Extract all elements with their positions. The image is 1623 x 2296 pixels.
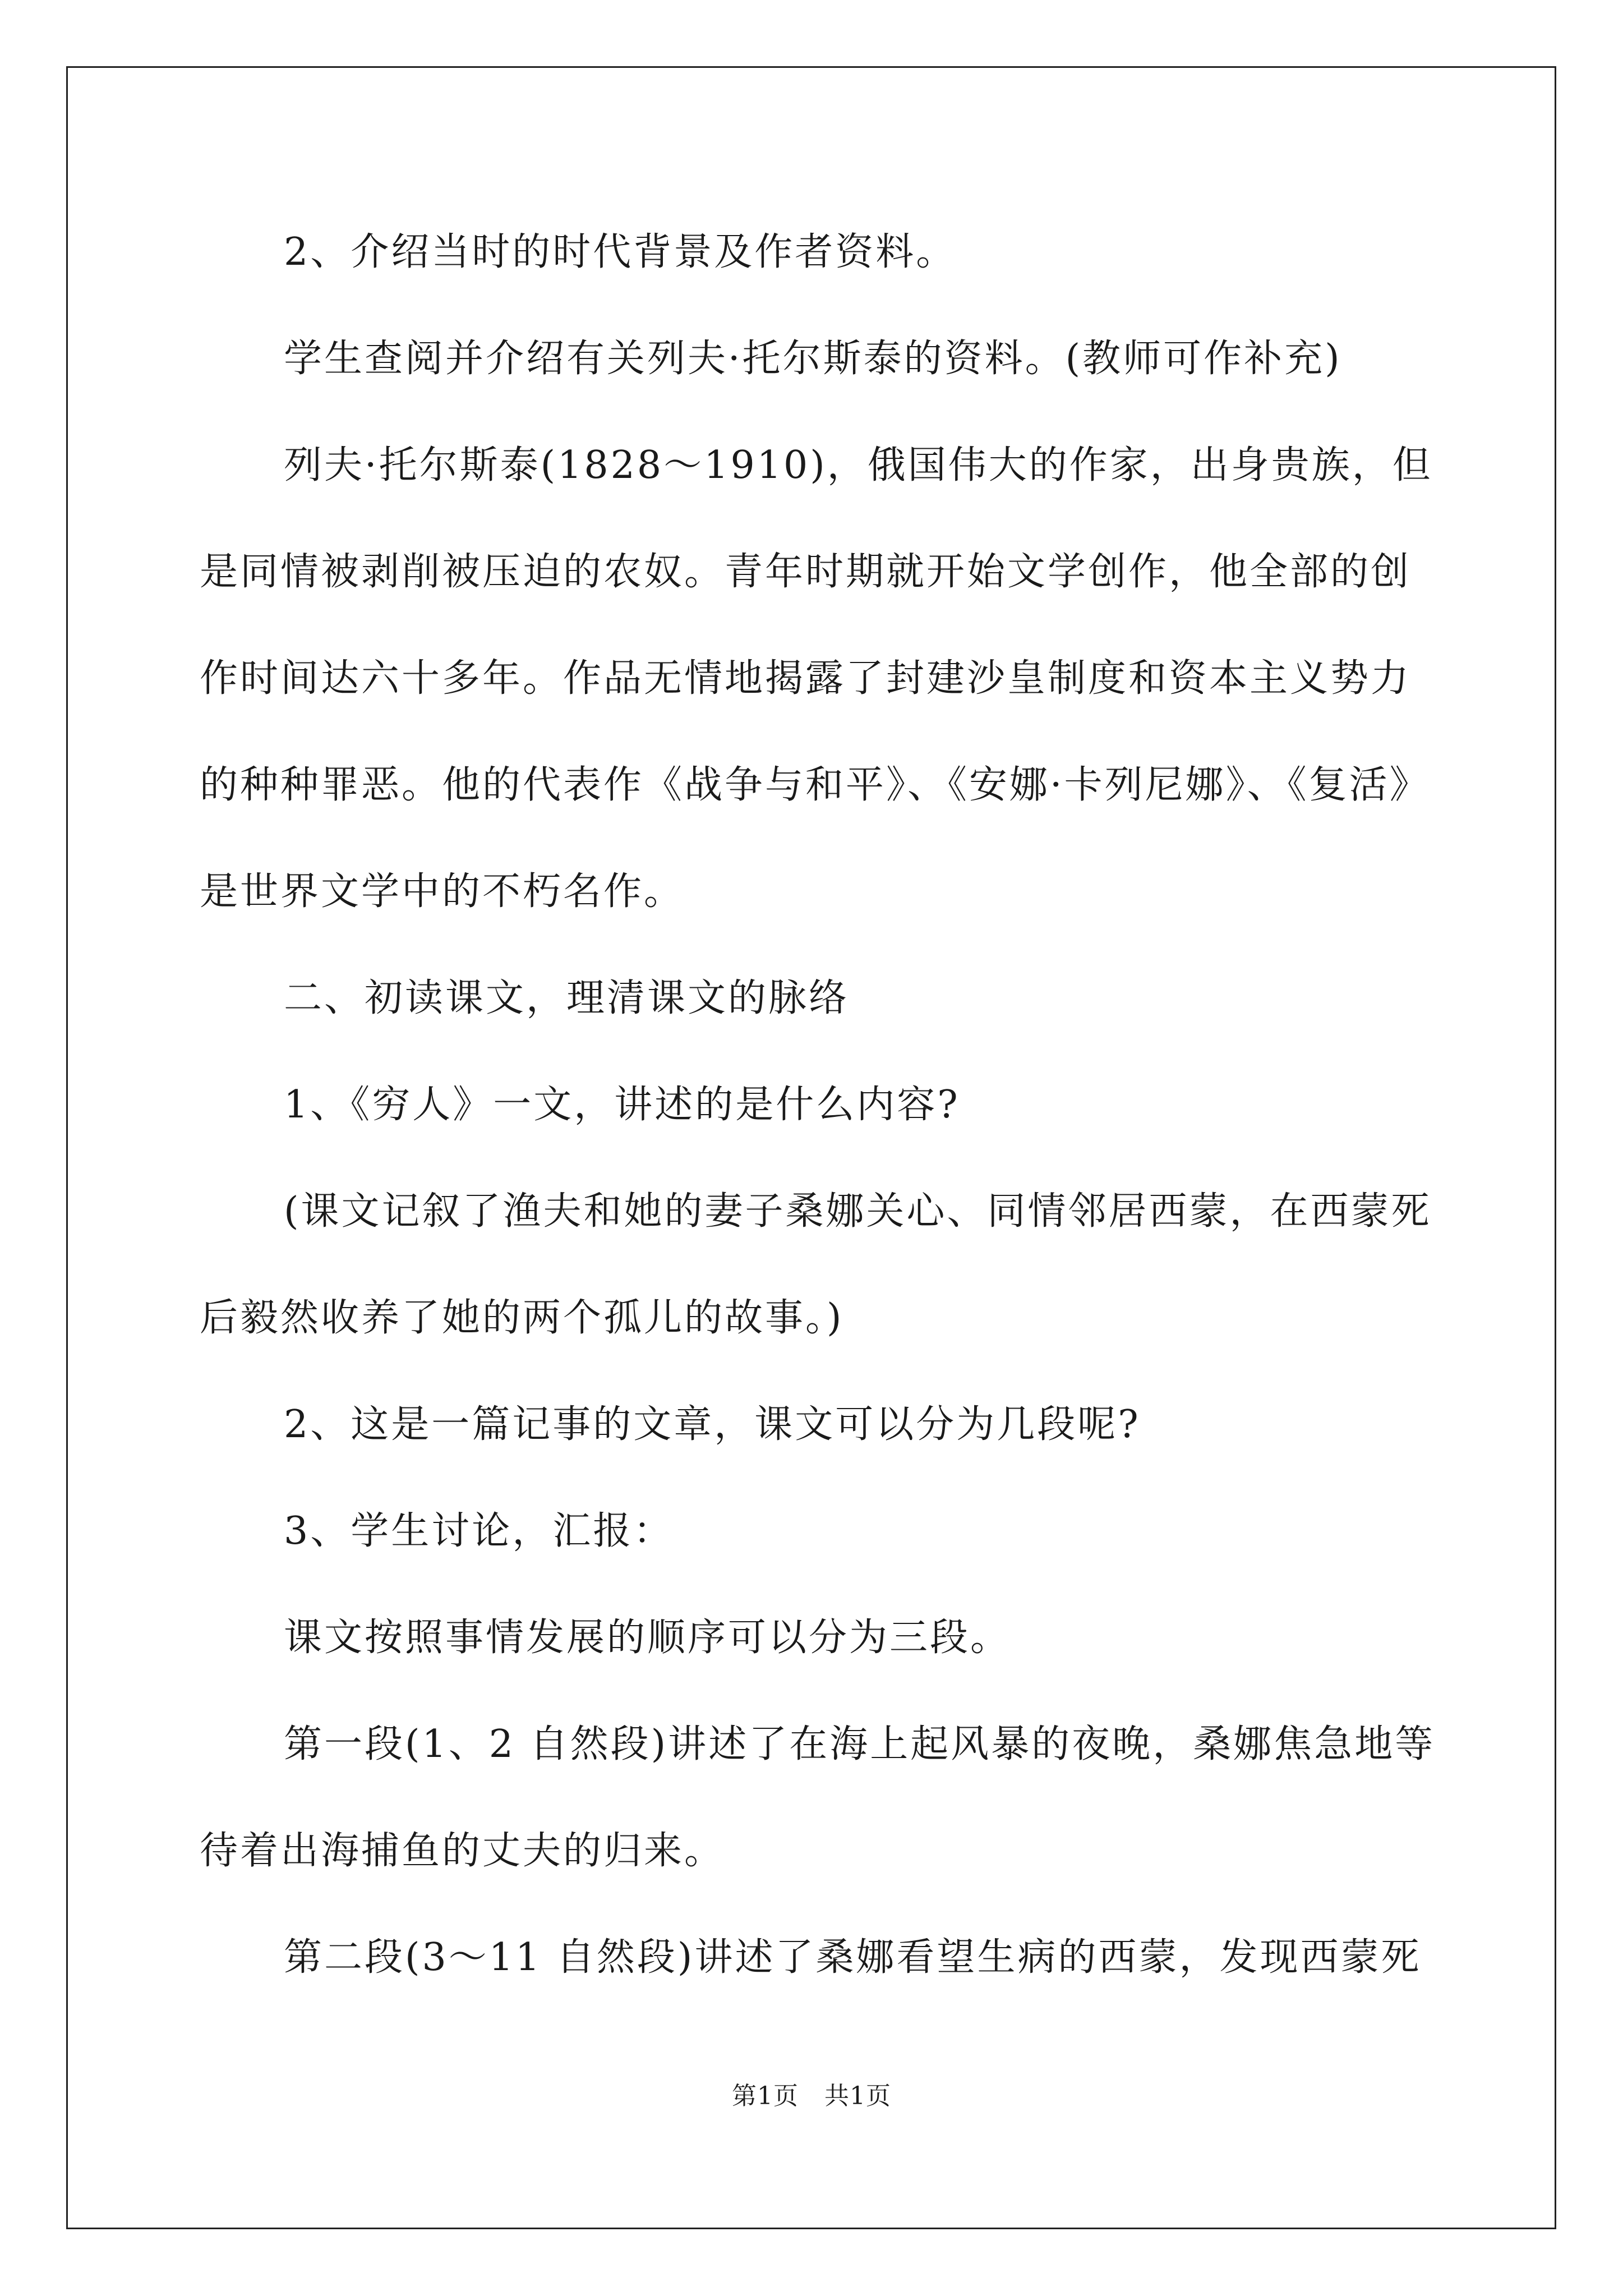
page-footer (0, 2076, 1623, 2111)
text-line: 1、《穷人》一文，讲述的是什么内容? (284, 1083, 960, 1127)
text-line: 二、初读课文，理清课文的脉络 (284, 976, 850, 1020)
text-line: 第二段(3～11 自然段)讲述了桑娜看望生病的西蒙，发现西蒙死 (284, 1935, 1422, 1980)
text-line: 是世界文学中的不朽名作。 (200, 869, 685, 914)
text-line: 2、介绍当时的时代背景及作者资料。 (284, 230, 957, 274)
page-number-total: 共1页 (824, 2082, 891, 2110)
page-border (66, 66, 1556, 2229)
text-line: 作时间达六十多年。作品无情地揭露了封建沙皇制度和资本主义势力 (200, 656, 1412, 701)
page-number-current: 第1页 (732, 2082, 799, 2110)
text-line: 后毅然收养了她的两个孤儿的故事。) (200, 1296, 844, 1340)
text-line: 学生查阅并介绍有关列夫·托尔斯泰的资料。(教师可作补充) (284, 337, 1342, 381)
text-line: 课文按照事情发展的顺序可以分为三段。 (284, 1616, 1011, 1660)
text-line: (课文记叙了渔夫和她的妻子桑娜关心、同情邻居西蒙，在西蒙死 (284, 1189, 1432, 1234)
text-line: 2、这是一篇记事的文章，课文可以分为几段呢? (284, 1402, 1141, 1447)
text-line: 列夫·托尔斯泰(1828～1910)，俄国伟大的作家，出身贵族，但 (284, 443, 1433, 487)
text-line: 第一段(1、2 自然段)讲述了在海上起风暴的夜晚，桑娜焦急地等 (284, 1722, 1436, 1766)
text-line: 待着出海捕鱼的丈夫的归来。 (200, 1829, 725, 1873)
text-line: 3、学生讨论，汇报： (284, 1509, 674, 1553)
text-line: 的种种罪恶。他的代表作《战争与和平》、《安娜·卡列尼娜》、《复活》 (200, 763, 1430, 807)
text-line: 是同情被剥削被压迫的农奴。青年时期就开始文学创作，他全部的创 (200, 550, 1412, 594)
